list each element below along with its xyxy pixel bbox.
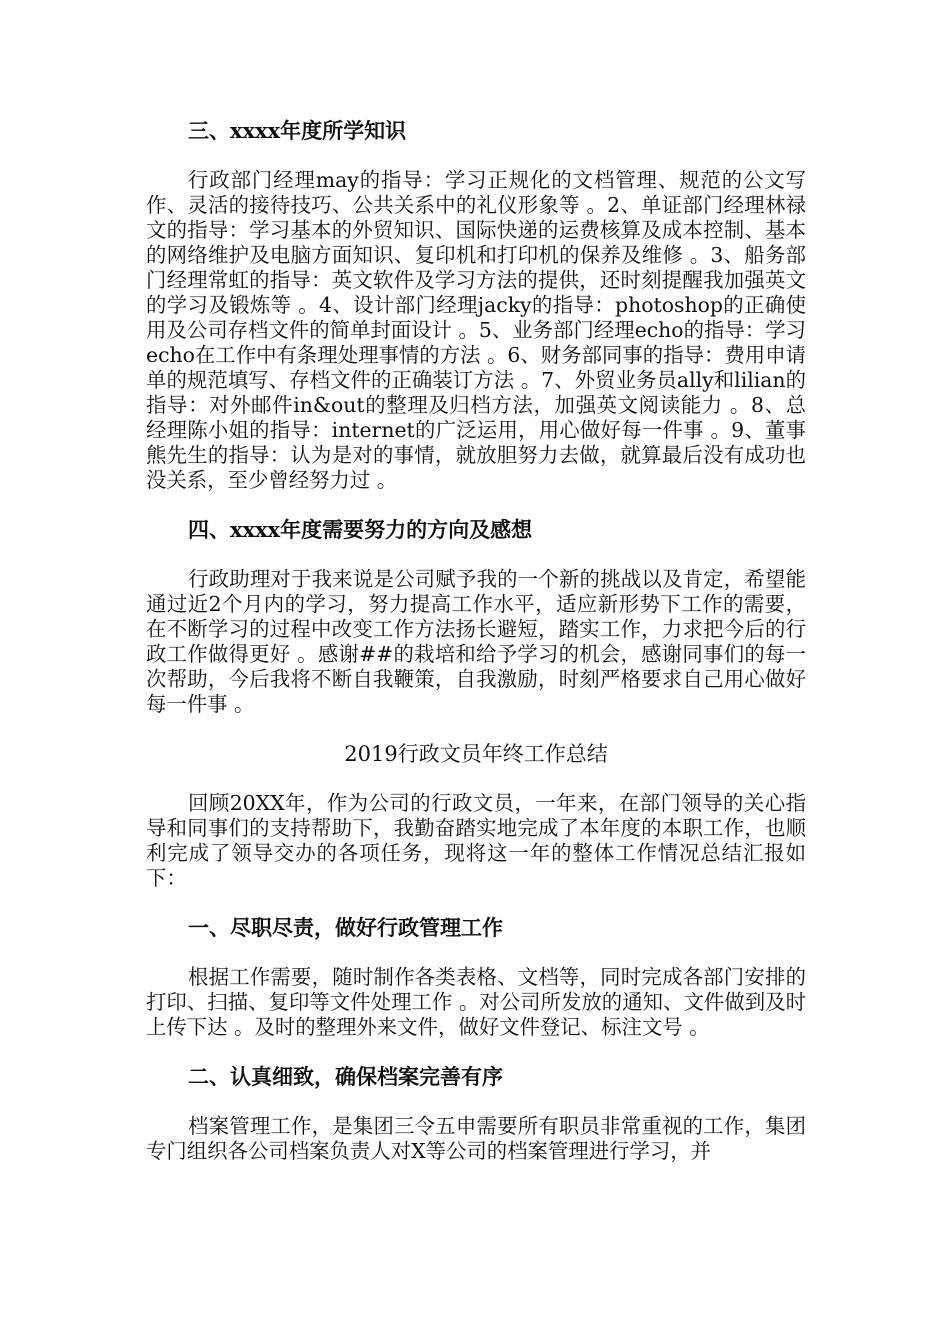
section-heading-4: 四、xxxx年度需要努力的方向及感想 <box>188 517 533 542</box>
part-body-2: 档案管理工作，是集团三令五申需要所有职员非常重视的工作，集团专门组织各公司档案负责人对X等公司的档案管理进行学习，并 <box>146 1114 806 1163</box>
document-page <box>146 118 806 1188</box>
part-heading-1: 一、尽职尽责，做好行政管理工作 <box>188 915 503 940</box>
intro-paragraph: 回顾20XX年，作为公司的行政文员，一年来，在部门领导的关心指导和同事们的支持帮助下，我勤奋踏实地完成了本年度的本职工作，也顺利完成了领导交办的各项任务，现将这一年的整体工作情况总结汇报如下： <box>146 791 806 890</box>
section-body-3: 行政部门经理may的指导：学习正规化的文档管理、规范的公文写作、灵活的接待技巧、公共关系中的礼仪形象等 。2、单证部门经理林禄文的指导：学习基本的外贸知识、国际快递的运费核算及成本控制、基本的网络维护及电脑方面知识、复印机和打印机的保养及维修 。3、船务部门经理常虹的指导：英文软件及学习方法的提供，还时刻提醒我加强英文的学习及锻炼等 。4、设计部门经理jacky的指导：photoshop的正确使用及公司存档文件的简单封面设计 。5、业务部门经理echo的指导：学习echo在工作中有条理处理事情的方法 。6、财务部同事的指导：费用申请单的规范填写、存档文件的正确装订方法 。7、外贸业务员ally和lilian的指导：对外邮件in&out的整理及归档方法，加强英文阅读能力 。8、总经理陈小姐的指导：internet的广泛运用，用心做好每一件事 。9、董事熊先生的指导：认为是对的事情，就放胆努力去做，就算最后没有成功也没关系，至少曾经努力过 。 <box>146 168 806 492</box>
section-body-4: 行政助理对于我来说是公司赋予我的一个新的挑战以及肯定，希望能通过近2个月内的学习，努力提高工作水平，适应新形势下工作的需要，在不断学习的过程中改变工作方法扬长避短，踏实工作，力求把今后的行政工作做得更好 。感谢##的栽培和给予学习的机会，感谢同事们的每一次帮助，今后我将不断自我鞭策，自我激励，时刻严格要求自己用心做好每一件事 。 <box>146 567 806 716</box>
section-heading-3: 三、xxxx年度所学知识 <box>188 118 407 143</box>
document-title: 2019行政文员年终工作总结 <box>344 742 608 766</box>
part-body-1: 根据工作需要，随时制作各类表格、文档等，同时完成各部门安排的打印、扫描、复印等文件处理工作 。对公司所发放的通知、文件做到及时上传下达 。及时的整理外来文件，做好文件登记、标注文号 。 <box>146 965 806 1039</box>
part-heading-2: 二、认真细致，确保档案完善有序 <box>188 1064 503 1089</box>
